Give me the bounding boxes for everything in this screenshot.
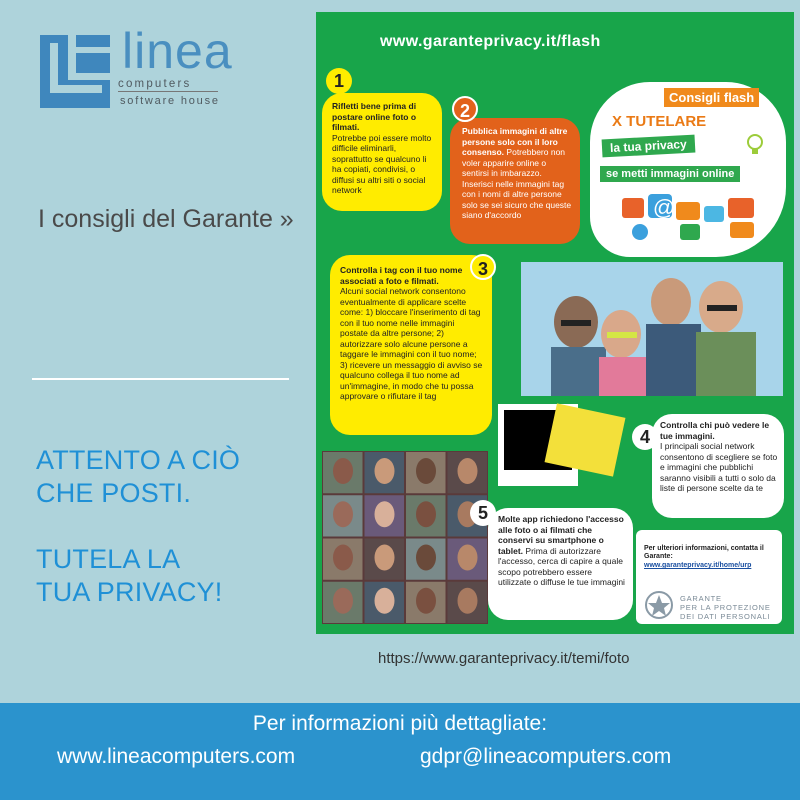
headline-line-3: TUTELA LA: [36, 544, 181, 574]
portrait-face: [458, 458, 478, 484]
portrait-face: [416, 458, 436, 484]
headline-line-1: ATTENTO A CIÒ: [36, 445, 241, 475]
portrait-face: [333, 588, 353, 614]
portrait-face: [333, 545, 353, 571]
tip-1: [322, 93, 442, 211]
tip-3-body: Alcuni social network consentono eventualmente di applicare scelte come: 1) bloccare l'inserimento di tag con il tuo nome nelle immagini postate da altre persone; 2) autorizzare solo alcune persone a taggare le immagini con il tuo nome; 3) ricevere un messaggio di avviso se qualcuno collega il tuo nome ad un'immagine, in modo che tu possa approvare o rifiutare il tag: [340, 286, 483, 401]
lightbulb-icon: [744, 132, 766, 163]
tip-5-number: 5: [470, 500, 496, 526]
info-label: Per ulteriori informazioni, contatta il Garante:: [644, 545, 764, 560]
tip-2-number: 2: [452, 96, 478, 122]
tip-1-title: Rifletti bene prima di postare online foto o filmati.: [332, 101, 417, 132]
headline-line-2: CHE POSTI.: [36, 478, 192, 508]
svg-text:@: @: [652, 195, 676, 220]
lead-text: I consigli del Garante »: [38, 205, 294, 233]
headline-line-4: TUA PRIVACY!: [36, 577, 223, 607]
tip-2-body: Potrebbero non voler apparire online o sentirsi in imbarazzo. Inserisci nelle immagini tag con i nomi di altre persone solo se sei sicuro che queste siano d'accordo: [462, 147, 572, 220]
social-icons: [620, 192, 770, 249]
left-divider: [32, 378, 289, 380]
portrait-face: [458, 588, 478, 614]
tip-1-body: Potrebbe poi essere molto difficile eliminarli, soprattutto se qualcuno li ha copiati, condivisi, o diffusi su altri siti o social network: [332, 132, 432, 195]
portrait-face: [375, 458, 395, 484]
brand-name: linea: [122, 23, 233, 79]
brand-tagline: software house: [120, 95, 220, 107]
tip-3-title: Controlla i tag con il tuo nome associati a foto e filmati.: [340, 265, 463, 286]
garante-name: [680, 594, 771, 621]
brand-divider: [118, 91, 218, 92]
garante-line-1: GARANTE: [680, 594, 722, 603]
portrait-face: [416, 545, 436, 571]
portrait-face: [458, 545, 478, 571]
portrait-face: [375, 501, 395, 527]
garante-line-3: DEI DATI PERSONALI: [680, 612, 771, 621]
garante-line-2: PER LA PROTEZIONE: [680, 603, 771, 612]
tip-4: [652, 414, 784, 518]
portrait-grid: [322, 451, 488, 624]
banner-tutelare: X TUTELARE: [612, 113, 707, 130]
friends-photo: [521, 262, 783, 396]
banner-consigli: Consigli flash: [664, 88, 759, 107]
garante-emblem-icon: [644, 590, 674, 625]
tip-1-number: 1: [326, 68, 352, 94]
portrait-face: [333, 501, 353, 527]
tip-5-body: Prima di autorizzare l'accesso, cerca di capire a quale scopo potrebbero essere utilizzate o diffuse le tue immagini: [498, 545, 625, 587]
tip-4-number: 4: [632, 424, 658, 450]
tip-3-number: 3: [470, 254, 496, 280]
tip-4-title: Controlla chi può vedere le tue immagini.: [660, 420, 770, 441]
poster-url: www.garanteprivacy.it/flash: [380, 33, 601, 50]
linea-logo-icon: [40, 35, 110, 108]
tip-3: [330, 255, 492, 435]
info-link[interactable]: www.garanteprivacy.it/home/urp: [644, 562, 752, 569]
tip-4-body: I principali social network consentono di scegliere se foto e immagini che pubblichi saranno visibili a tutti o solo da liste di persone scelte da te: [660, 441, 778, 493]
portrait-face: [416, 588, 436, 614]
footer-website[interactable]: www.lineacomputers.com: [57, 745, 296, 768]
banner-privacy: la tua privacy: [602, 135, 696, 158]
source-url[interactable]: https://www.garanteprivacy.it/temi/foto: [378, 650, 630, 667]
brand-subtitle: computers: [118, 78, 192, 90]
tip-5-title: Molte app richiedono l'accesso alle foto o ai filmati che conservi su smartphone o tablet.: [498, 514, 624, 556]
portrait-face: [375, 545, 395, 571]
banner-online: se metti immagini online: [600, 166, 740, 182]
tip-2: [450, 118, 580, 244]
portrait-face: [333, 458, 353, 484]
tip-5: [488, 508, 633, 620]
footer-info: Per informazioni più dettagliate:: [252, 712, 548, 735]
headline: [36, 444, 306, 609]
tip-2-title: Pubblica immagini di altre persone solo con il loro consenso.: [462, 126, 568, 157]
footer-email[interactable]: gdpr@lineacomputers.com: [420, 745, 672, 768]
portrait-face: [375, 588, 395, 614]
portrait-face: [416, 501, 436, 527]
